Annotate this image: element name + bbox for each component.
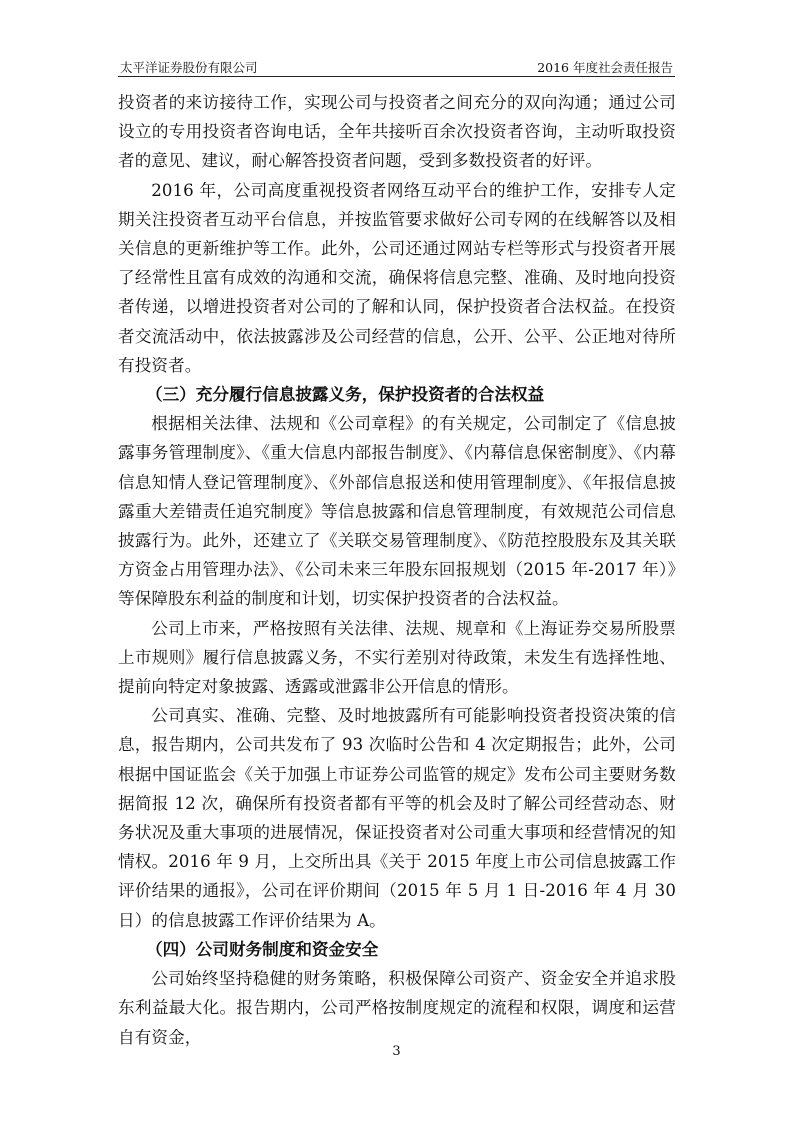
paragraph: 公司始终坚持稳健的财务策略，积极保障公司资产、资金安全并追求股东利益最大化。报告期内，公司严格按制度规定的流程和权限，调度和运营自有资金， (118, 969, 676, 1047)
paragraph: 2016 年，公司高度重视投资者网络互动平台的维护工作，安排专人定期关注投资者互动平台信息，并按监管要求做好公司专网的在线解答以及相关信息的更新维护等工作。此外，公司还通过网站专栏等形式与投资者开展了经常性且富有成效的沟通和交流，确保将信息完整、准确、及时地向投资者传递，以增进投资者对公司的了解和认同，保护投资者合法权益。在投资者交流活动中，依法披露涉及公司经营的信息，公开、公平、公正地对待所有投资者。 (118, 180, 676, 375)
header-report-title: 2016 年度社会责任报告 (537, 60, 673, 75)
page-header (118, 56, 675, 77)
paragraph: 公司真实、准确、完整、及时地披露所有可能影响投资者投资决策的信息，报告期内，公司共发布了 93 次临时公告和 4 次定期报告；此外，公司根据中国证监会《关于加强上市证券公司监管的规定》发布公司主要财务数据简报 12 次，确保所有投资者都有平等的机会及时了解公司经营动态、财务状况及重大事项的进展情况，保证投资者对公司重大事项和经营情况的知情权。2016 年 9 月，上交所出具《关于 2015 年度上市公司信息披露工作评价结果的通报》，公司在评价期间（2015 年 5 月 1 日-2016 年 4 月 30 日）的信息披露工作评价结果为 A。 (118, 706, 676, 930)
header-company: 太平洋证券股份有限公司 (120, 60, 258, 75)
paragraph: 根据相关法律、法规和《公司章程》的有关规定，公司制定了《信息披露事务管理制度》、《重大信息内部报告制度》、《内幕信息保密制度》、《内幕信息知情人登记管理制度》、《外部信息报送和使用管理制度》、《年报信息披露重大差错责任追究制度》等信息披露和信息管理制度，有效规范公司信息披露行为。此外，还建立了《关联交易管理制度》、《防范控股股东及其关联方资金占用管理办法》、《公司未来三年股东回报规划（2015 年-2017 年）》等保障股东利益的制度和计划，切实保护投资者的合法权益。 (118, 414, 676, 609)
paragraph: 公司上市来，严格按照有关法律、法规、规章和《上海证券交易所股票上市规则》履行信息披露义务，不实行差别对待政策，未发生有选择性地、提前向特定对象披露、透露或泄露非公开信息的情形。 (118, 618, 676, 697)
page-body (118, 88, 676, 1052)
section-heading: （四）公司财务制度和资金安全 (146, 939, 379, 959)
paragraph: 投资者的来访接待工作，实现公司与投资者之间充分的双向沟通；通过公司设立的专用投资者咨询电话，全年共接听百余次投资者咨询，主动听取投资者的意见、建议，耐心解答投资者问题，受到多数投资者的好评。 (118, 93, 676, 171)
page-number: 3 (392, 1044, 401, 1059)
section-heading: （三）充分履行信息披露义务，保护投资者的合法权益 (146, 385, 545, 405)
